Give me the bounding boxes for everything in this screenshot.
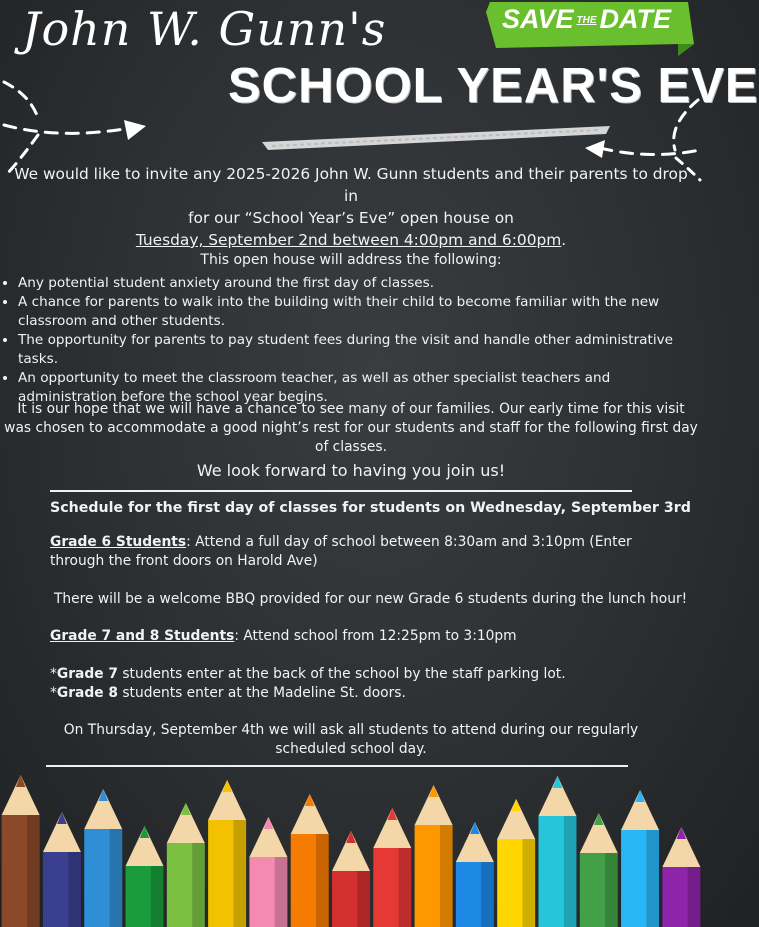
open-house-date: Tuesday, September 2nd between 4:00pm and 6:00pm [135,231,562,249]
pencil [167,803,205,927]
invitation-text [14,163,688,251]
badge-save: SAVE [502,4,574,34]
grade7-entry-text: students enter at the back of the school by the staff parking lot. [117,666,566,682]
list-item: • The opportunity for parents to pay student fees during the visit and handle other administrative tasks. [18,331,708,369]
bbq-note: There will be a welcome BBQ provided for our new Grade 6 students during the lunch hour! [54,591,688,607]
pencil [580,813,618,927]
grade6-label: Grade 6 Students [50,534,187,550]
pencil [126,826,164,927]
grade8-entry-label: Grade 8 [56,685,118,701]
grade6-schedule [50,533,650,571]
divider-top [50,490,632,492]
colored-pencils-border [0,765,702,927]
pencil [662,827,700,927]
pencil [208,780,246,927]
grade8-entry [50,684,566,703]
pencil [332,831,370,927]
asterisk: * [50,685,57,701]
grade7-entry [50,665,566,684]
intro-line-1: We would like to invite any 2025-2026 John W. Gunn students and their parents to drop in [14,165,688,205]
list-item: • A chance for parents to walk into the building with their child to become familiar with the new classroom and other students. [18,293,708,331]
badge-the: THE [576,15,597,27]
pencil [538,776,576,927]
pencil [373,808,411,927]
grade78-label: Grade 7 and 8 Students [50,628,235,644]
school-name-script-title: John W. Gunn's [22,2,387,56]
thursday-note: On Thursday, September 4th we will ask all students to attend during our regularly scheduled school day. [63,722,639,757]
pencil [2,775,40,927]
pencil [84,789,122,927]
intro-line-2: for our “School Year’s Eve” open house on [188,209,514,227]
event-title: SCHOOL YEAR'S EVE [228,59,759,113]
asterisk: * [50,666,57,682]
pencil [456,822,494,927]
grade6-text: : Attend a full day of school between 8:30am and 3:10pm (Enter through the front doors on Harold Ave) [50,534,632,569]
address-heading: This open house will address the following: [200,252,502,268]
date-suffix: . [561,231,567,249]
pencil [497,799,535,927]
pencil [621,790,659,927]
list-item: • Any potential student anxiety around the first day of classes. [18,274,708,293]
grade78-schedule [50,627,517,646]
grade7-entry-label: Grade 7 [56,666,118,682]
pencil [291,794,329,927]
topics-list [0,274,708,407]
entry-instructions [50,665,566,703]
list-item: • An opportunity to meet the classroom teacher, as well as other specialist teachers and administration before the school year begins. [18,369,708,407]
grade78-text: : Attend school from 12:25pm to 3:10pm [234,628,517,644]
grade8-entry-text: students enter at the Madeline St. doors. [117,685,406,701]
pencil [415,785,453,927]
pencil [43,812,81,927]
schedule-title: Schedule for the first day of classes for students on Wednesday, September 3rd [50,500,691,516]
hope-paragraph: It is our hope that we will have a chance to see many of our families. Our early time for this visit was chosen to accommodate a good night’s rest for our students and staff for the following first day of classes. [4,401,698,455]
pencil [249,817,287,927]
save-the-date-badge [482,0,696,56]
look-forward-text: We look forward to having you join us! [196,461,506,480]
badge-date: DATE [599,4,672,34]
